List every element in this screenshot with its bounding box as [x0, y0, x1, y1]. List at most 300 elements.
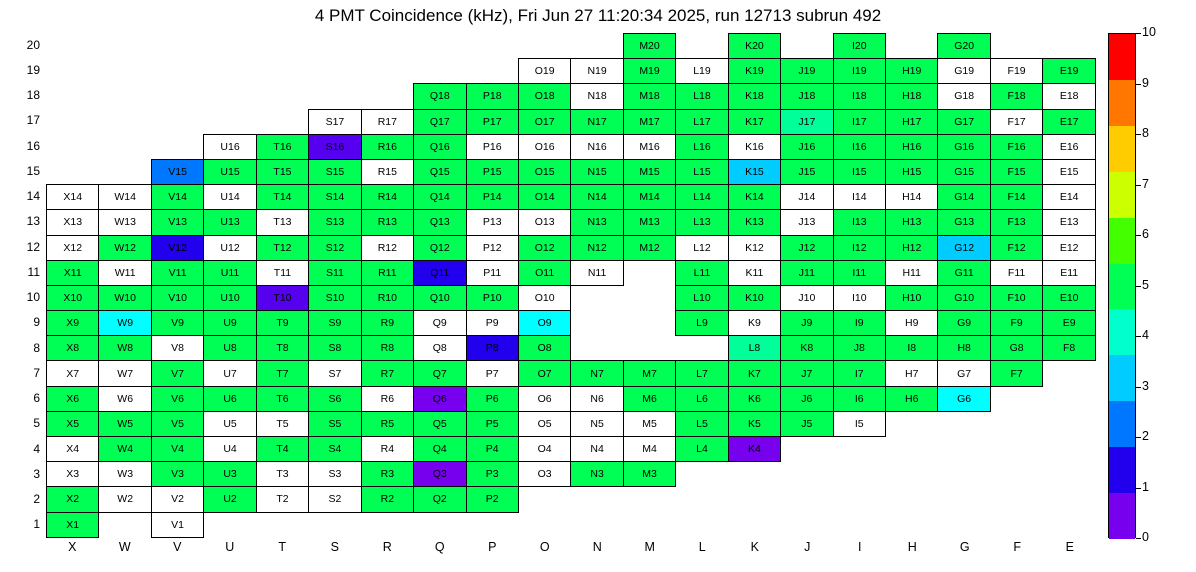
heatmap-cell: P4 [466, 437, 518, 462]
heatmap-cell: S16 [309, 134, 361, 159]
heatmap-cell: J16 [781, 134, 833, 159]
heatmap-cell: O9 [518, 311, 570, 336]
heatmap-cell: T9 [256, 311, 308, 336]
heatmap-cell: T7 [256, 361, 308, 386]
heatmap-cell: P10 [466, 285, 518, 310]
heatmap-cell: T3 [256, 462, 308, 487]
colorbar-tick-label: 2 [1142, 429, 1149, 443]
heatmap-cell [414, 512, 466, 537]
heatmap-cell [1043, 487, 1096, 512]
heatmap-cell: P13 [466, 210, 518, 235]
heatmap-cell: G17 [938, 109, 990, 134]
colorbar-tick-label: 9 [1142, 75, 1149, 90]
heatmap-cell: V4 [151, 437, 203, 462]
heatmap-cell: I9 [833, 311, 885, 336]
heatmap-cell: F13 [990, 210, 1042, 235]
heatmap-cell: L15 [676, 159, 728, 184]
y-tick-label: 7 [33, 365, 40, 380]
heatmap-cell: U10 [204, 285, 256, 310]
heatmap-cell: H11 [886, 260, 938, 285]
heatmap-cell: X7 [47, 361, 99, 386]
heatmap-cell: L12 [676, 235, 728, 260]
heatmap-cell [1043, 437, 1096, 462]
heatmap-cell [571, 34, 623, 59]
heatmap-cell: I13 [833, 210, 885, 235]
heatmap-cell: R9 [361, 311, 413, 336]
heatmap-cell: O13 [518, 210, 570, 235]
heatmap-cell: G18 [938, 84, 990, 109]
heatmap-cell: O11 [518, 260, 570, 285]
heatmap-cell: H12 [886, 235, 938, 260]
heatmap-cell: S2 [309, 487, 361, 512]
heatmap-row [47, 336, 1096, 361]
heatmap-cell: T15 [256, 159, 308, 184]
heatmap-plot [46, 33, 1096, 538]
heatmap-cell: H16 [886, 134, 938, 159]
heatmap-cell: J19 [781, 59, 833, 84]
heatmap-cell: K18 [728, 84, 780, 109]
heatmap-cell: S7 [309, 361, 361, 386]
heatmap-cell: I20 [833, 34, 885, 59]
heatmap-cell [518, 512, 570, 537]
heatmap-cell: V6 [151, 386, 203, 411]
heatmap-cell: P7 [466, 361, 518, 386]
heatmap-cell: X14 [47, 185, 99, 210]
heatmap-cell: F7 [990, 361, 1042, 386]
heatmap-cell: R15 [361, 159, 413, 184]
x-tick-label: O [539, 540, 550, 554]
heatmap-cell: W9 [99, 311, 151, 336]
heatmap-cell: R13 [361, 210, 413, 235]
heatmap-cell [99, 84, 151, 109]
colorbar-segment [1109, 34, 1135, 80]
heatmap-row [47, 386, 1096, 411]
heatmap-cell: S13 [309, 210, 361, 235]
heatmap-cell: E12 [1043, 235, 1096, 260]
heatmap-cell [990, 487, 1042, 512]
heatmap-cell [256, 59, 308, 84]
heatmap-cell: K16 [728, 134, 780, 159]
colorbar-segment [1109, 172, 1135, 218]
heatmap-cell [571, 285, 623, 310]
y-tick-label: 15 [26, 163, 40, 178]
heatmap-cell: K8 [781, 336, 833, 361]
heatmap-cell [938, 437, 990, 462]
heatmap-cell: T12 [256, 235, 308, 260]
heatmap-cell [1043, 386, 1096, 411]
heatmap-cell: E17 [1043, 109, 1096, 134]
heatmap-cell [256, 34, 308, 59]
heatmap-cell [1043, 462, 1096, 487]
heatmap-cell: S11 [309, 260, 361, 285]
heatmap-cell: U2 [204, 487, 256, 512]
heatmap-cell [151, 59, 203, 84]
heatmap-row [47, 185, 1096, 210]
heatmap-cell [309, 34, 361, 59]
heatmap-cell: G14 [938, 185, 990, 210]
heatmap-cell [1043, 512, 1096, 537]
heatmap-cell: F16 [990, 134, 1042, 159]
heatmap-cell: N7 [571, 361, 623, 386]
heatmap-cell: F11 [990, 260, 1042, 285]
heatmap-cell: Q7 [414, 361, 466, 386]
heatmap-cell: S9 [309, 311, 361, 336]
heatmap-cell: P6 [466, 386, 518, 411]
x-tick-label: V [173, 540, 182, 554]
heatmap-row [47, 159, 1096, 184]
heatmap-cell: K7 [728, 361, 780, 386]
heatmap-row [47, 411, 1096, 436]
heatmap-cell: S10 [309, 285, 361, 310]
y-tick-label: 6 [33, 391, 40, 406]
heatmap-cell [99, 134, 151, 159]
heatmap-cell: Q9 [414, 311, 466, 336]
heatmap-cell: Q13 [414, 210, 466, 235]
heatmap-cell: O14 [518, 185, 570, 210]
heatmap-cell: I14 [833, 185, 885, 210]
y-tick-label: 3 [33, 466, 40, 481]
heatmap-row [47, 462, 1096, 487]
heatmap-cell [990, 512, 1042, 537]
heatmap-cell: I10 [833, 285, 885, 310]
heatmap-cell: P5 [466, 411, 518, 436]
heatmap-cell: O10 [518, 285, 570, 310]
heatmap-row [47, 512, 1096, 537]
heatmap-cell: G13 [938, 210, 990, 235]
heatmap-cell [414, 59, 466, 84]
heatmap-row [47, 34, 1096, 59]
heatmap-cell [833, 512, 885, 537]
colorbar-tick-label: 1 [1142, 479, 1149, 494]
chart-title: 4 PMT Coincidence (kHz), Fri Jun 27 11:20:34 2025, run 12713 subrun 492 [314, 6, 882, 25]
heatmap-cell: I15 [833, 159, 885, 184]
heatmap-cell: S6 [309, 386, 361, 411]
heatmap-cell: R17 [361, 109, 413, 134]
heatmap-cell: P3 [466, 462, 518, 487]
heatmap-row [47, 84, 1096, 109]
heatmap-cell [47, 159, 99, 184]
heatmap-cell: K9 [728, 311, 780, 336]
heatmap-cell: F10 [990, 285, 1042, 310]
heatmap-cell: I17 [833, 109, 885, 134]
heatmap-cell: V10 [151, 285, 203, 310]
heatmap-cell: X1 [47, 512, 99, 537]
heatmap-cell: V14 [151, 185, 203, 210]
heatmap-cell: R12 [361, 235, 413, 260]
colorbar-segment [1109, 264, 1135, 310]
heatmap-cell: K14 [728, 185, 780, 210]
heatmap-cell [1043, 411, 1096, 436]
heatmap-cell: H10 [886, 285, 938, 310]
heatmap-cell: R14 [361, 185, 413, 210]
heatmap-cell: L16 [676, 134, 728, 159]
heatmap-cell: X3 [47, 462, 99, 487]
heatmap-cell: T4 [256, 437, 308, 462]
colorbar-tick-label: 0 [1142, 530, 1149, 544]
heatmap-cell: N13 [571, 210, 623, 235]
heatmap-cell: V3 [151, 462, 203, 487]
heatmap-cell: M20 [623, 34, 675, 59]
heatmap-cell: S5 [309, 411, 361, 436]
heatmap-cell [623, 260, 675, 285]
heatmap-cell: Q17 [414, 109, 466, 134]
heatmap-cell [99, 34, 151, 59]
heatmap-cell: U15 [204, 159, 256, 184]
heatmap-cell: U13 [204, 210, 256, 235]
heatmap-cell [1043, 361, 1096, 386]
y-tick-label: 18 [26, 88, 40, 103]
heatmap-cell [676, 336, 728, 361]
heatmap-cell: G12 [938, 235, 990, 260]
heatmap-cell: M18 [623, 84, 675, 109]
colorbar-segment [1109, 218, 1135, 264]
heatmap-cell: M4 [623, 437, 675, 462]
heatmap-cell: S4 [309, 437, 361, 462]
heatmap-cell: U12 [204, 235, 256, 260]
heatmap-cell: W7 [99, 361, 151, 386]
heatmap-cell: J18 [781, 84, 833, 109]
heatmap-cell [1043, 34, 1096, 59]
heatmap-cell [151, 34, 203, 59]
heatmap-cell: T2 [256, 487, 308, 512]
heatmap-cell: P16 [466, 134, 518, 159]
heatmap-cell: O15 [518, 159, 570, 184]
colorbar-segment [1109, 355, 1135, 401]
heatmap-cell [990, 34, 1042, 59]
heatmap-cell: K5 [728, 411, 780, 436]
heatmap-cell: M5 [623, 411, 675, 436]
heatmap-cell: J17 [781, 109, 833, 134]
heatmap-cell: K20 [728, 34, 780, 59]
y-tick-label: 16 [26, 138, 40, 153]
heatmap-cell: R6 [361, 386, 413, 411]
x-tick-label: W [118, 540, 131, 554]
heatmap-cell [204, 34, 256, 59]
heatmap-cell [571, 336, 623, 361]
heatmap-cell [728, 487, 780, 512]
heatmap-cell [833, 487, 885, 512]
heatmap-cell: H18 [886, 84, 938, 109]
colorbar-segment [1109, 309, 1135, 355]
heatmap-cell: P15 [466, 159, 518, 184]
heatmap-cell: E19 [1043, 59, 1096, 84]
heatmap-cell: P18 [466, 84, 518, 109]
heatmap-cell: I16 [833, 134, 885, 159]
heatmap-cell: K4 [728, 437, 780, 462]
heatmap-cell [886, 437, 938, 462]
x-tick-label: N [592, 540, 602, 554]
heatmap-row [47, 361, 1096, 386]
heatmap-cell: F14 [990, 185, 1042, 210]
x-tick-label: G [959, 540, 970, 554]
heatmap-cell: V11 [151, 260, 203, 285]
heatmap-cell [728, 512, 780, 537]
heatmap-cell [676, 34, 728, 59]
heatmap-cell: T11 [256, 260, 308, 285]
heatmap-cell: S17 [309, 109, 361, 134]
heatmap-cell [728, 462, 780, 487]
heatmap-cell [466, 59, 518, 84]
heatmap-cell: V1 [151, 512, 203, 537]
heatmap-cell: V12 [151, 235, 203, 260]
heatmap-cell [204, 84, 256, 109]
colorbar-tick-mark [1136, 336, 1141, 337]
colorbar-segment [1109, 126, 1135, 172]
heatmap-cell: V2 [151, 487, 203, 512]
heatmap-cell: V5 [151, 411, 203, 436]
x-tick-label: R [382, 540, 392, 554]
heatmap-cell [623, 285, 675, 310]
heatmap-cell: S12 [309, 235, 361, 260]
heatmap-cell: E13 [1043, 210, 1096, 235]
heatmap-cell: J13 [781, 210, 833, 235]
heatmap-cell: K19 [728, 59, 780, 84]
x-tick-label: K [750, 540, 759, 554]
heatmap-cell [886, 411, 938, 436]
heatmap-cell: T5 [256, 411, 308, 436]
heatmap-cell: W6 [99, 386, 151, 411]
heatmap-row [47, 134, 1096, 159]
heatmap-cell [518, 487, 570, 512]
heatmap-cell [676, 512, 728, 537]
colorbar-tick-label: 6 [1142, 227, 1149, 241]
heatmap-cell [204, 109, 256, 134]
heatmap-cell [781, 34, 833, 59]
heatmap-cell: N19 [571, 59, 623, 84]
colorbar-segment [1109, 493, 1135, 539]
heatmap-cell: G15 [938, 159, 990, 184]
heatmap-cell: V8 [151, 336, 203, 361]
heatmap-cell [938, 512, 990, 537]
heatmap-cell: O4 [518, 437, 570, 462]
heatmap-cell: J7 [781, 361, 833, 386]
heatmap-cell [151, 134, 203, 159]
heatmap-cell: L6 [676, 386, 728, 411]
heatmap-cell: U3 [204, 462, 256, 487]
x-tick-label: L [698, 540, 706, 554]
heatmap-cell: L10 [676, 285, 728, 310]
heatmap-cell: Q8 [414, 336, 466, 361]
heatmap-row [47, 109, 1096, 134]
heatmap-cell: X13 [47, 210, 99, 235]
x-tick-label: U [225, 540, 235, 554]
heatmap-cell: U7 [204, 361, 256, 386]
heatmap-cell [781, 462, 833, 487]
heatmap-cell: O19 [518, 59, 570, 84]
y-tick-label: 17 [26, 113, 40, 128]
heatmap-cell: G19 [938, 59, 990, 84]
heatmap-cell: O6 [518, 386, 570, 411]
heatmap-cell: M13 [623, 210, 675, 235]
y-tick-label: 1 [33, 517, 40, 532]
heatmap-cell: M16 [623, 134, 675, 159]
heatmap-cell: M15 [623, 159, 675, 184]
heatmap-cell [990, 437, 1042, 462]
heatmap-cell: P12 [466, 235, 518, 260]
heatmap-cell: M12 [623, 235, 675, 260]
heatmap-cell: H7 [886, 361, 938, 386]
heatmap-cell [623, 311, 675, 336]
heatmap-cell: K15 [728, 159, 780, 184]
x-tick-label: P [488, 540, 497, 554]
heatmap-cell: I5 [833, 411, 885, 436]
heatmap-cell [886, 512, 938, 537]
heatmap-cell [204, 59, 256, 84]
heatmap-cell: Q16 [414, 134, 466, 159]
heatmap-cell [938, 462, 990, 487]
heatmap-row [47, 260, 1096, 285]
colorbar-tick-label: 8 [1142, 126, 1149, 140]
heatmap-row [47, 311, 1096, 336]
heatmap-cell: R16 [361, 134, 413, 159]
heatmap-cell: I8 [886, 336, 938, 361]
heatmap-cell [781, 487, 833, 512]
heatmap-cell: H17 [886, 109, 938, 134]
heatmap-cell: V9 [151, 311, 203, 336]
colorbar-tick-mark [1136, 437, 1141, 438]
x-tick-label: H [907, 540, 917, 554]
heatmap-cell: Q12 [414, 235, 466, 260]
heatmap-cell: R2 [361, 487, 413, 512]
heatmap-cell: J9 [781, 311, 833, 336]
heatmap-cell: H8 [938, 336, 990, 361]
y-tick-label: 9 [33, 315, 40, 330]
heatmap-cell: K17 [728, 109, 780, 134]
heatmap-cell: I7 [833, 361, 885, 386]
heatmap-cell: K11 [728, 260, 780, 285]
heatmap-cell [781, 437, 833, 462]
heatmap-cell [623, 487, 675, 512]
colorbar-tick-mark [1136, 185, 1141, 186]
heatmap-cell: G16 [938, 134, 990, 159]
y-tick-label: 19 [26, 62, 40, 77]
heatmap-cell: E9 [1043, 311, 1096, 336]
x-tick-label: Q [434, 540, 445, 554]
heatmap-row [47, 59, 1096, 84]
x-tick-label: F [1013, 540, 1022, 554]
heatmap-cell: N6 [571, 386, 623, 411]
heatmap-cell: M6 [623, 386, 675, 411]
heatmap-cell: Q10 [414, 285, 466, 310]
heatmap-cell: I18 [833, 84, 885, 109]
x-tick-label: I [858, 540, 862, 554]
x-tick-label: M [644, 540, 655, 554]
heatmap-cell: F19 [990, 59, 1042, 84]
heatmap-cell: H9 [886, 311, 938, 336]
heatmap-cell: X12 [47, 235, 99, 260]
heatmap-cell: J12 [781, 235, 833, 260]
heatmap-cell: V7 [151, 361, 203, 386]
heatmap-cell: W5 [99, 411, 151, 436]
heatmap-cell [99, 59, 151, 84]
x-tick-label: T [278, 540, 287, 554]
heatmap-cell: N4 [571, 437, 623, 462]
heatmap-cell [886, 462, 938, 487]
heatmap-cell [309, 59, 361, 84]
heatmap-cell: T10 [256, 285, 308, 310]
heatmap-cell: N5 [571, 411, 623, 436]
colorbar-tick-label: 3 [1142, 378, 1149, 393]
colorbar-tick-mark [1136, 387, 1141, 388]
x-tick-label: E [1065, 540, 1074, 554]
heatmap-cell: I12 [833, 235, 885, 260]
heatmap-cell: Q14 [414, 185, 466, 210]
heatmap-cell: J14 [781, 185, 833, 210]
heatmap-cell: Q2 [414, 487, 466, 512]
heatmap-cell: V15 [151, 159, 203, 184]
heatmap-cell: X9 [47, 311, 99, 336]
heatmap-cell [47, 84, 99, 109]
